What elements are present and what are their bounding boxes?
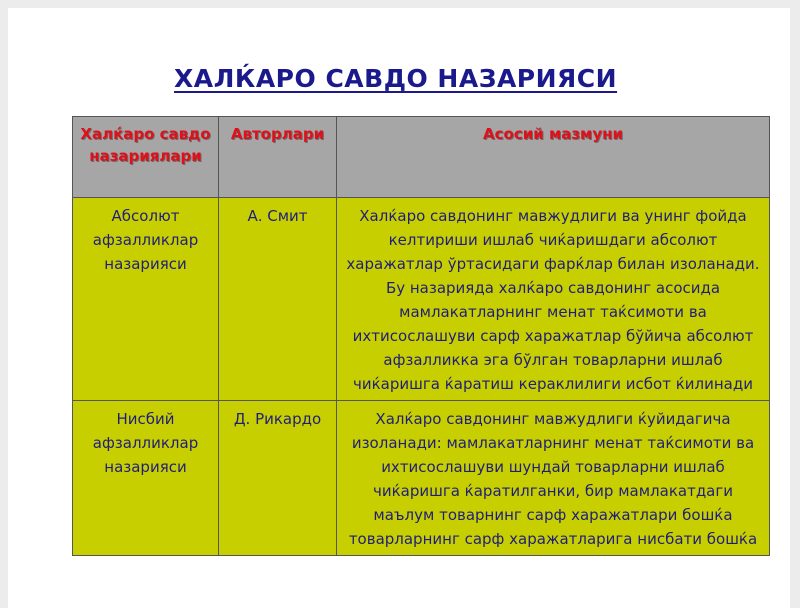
cell-author: Д. Рикардо: [219, 401, 337, 556]
header-row: [73, 117, 770, 198]
cell-theory: Нисбий афзалликлар назарияси: [73, 401, 219, 556]
slide-title: ХАЛЌАРО САВДО НАЗАРИЯСИ: [174, 64, 618, 93]
table-body: [73, 198, 770, 556]
header-content: Асосий мазмуни: [337, 117, 770, 198]
slide: [8, 8, 790, 608]
cell-content: Халќаро савдонинг мавжудлиги ва унинг фойда келтириши ишлаб чиќаришдаги абсолют харажатлар ўртасидаги фарќлар билан изоланади. Бу назарияда халќаро савдонинг асосида мамлакатларнинг менат таќсимоти ва ихтисослашуви сарф харажатлар бўйича абсолют афзалликка эга бўлган товарларни ишлаб чиќаришга ќаратиш кераклилиги исбот ќилинади: [337, 198, 770, 401]
header-authors: Авторлари: [219, 117, 337, 198]
cell-theory: Абсолют афзалликлар назарияси: [73, 198, 219, 401]
cell-author: А. Смит: [219, 198, 337, 401]
header-theory: Халќаро савдо назариялари: [73, 117, 219, 198]
table-row: [73, 198, 770, 401]
table-row: [73, 401, 770, 556]
cell-content: Халќаро савдонинг мавжудлиги ќуйидагича изоланади: мамлакатларнинг менат таќсимоти ва ихтисослашуви шундай товарларни ишлаб чиќаришга ќаратилганки, бир мамлакатдаги маълум товарнинг сарф харажатлари бошќа товарларнинг сарф харажатларига нисбати бошќа: [337, 401, 770, 556]
theories-table: [72, 116, 770, 556]
table-header: [73, 117, 770, 198]
